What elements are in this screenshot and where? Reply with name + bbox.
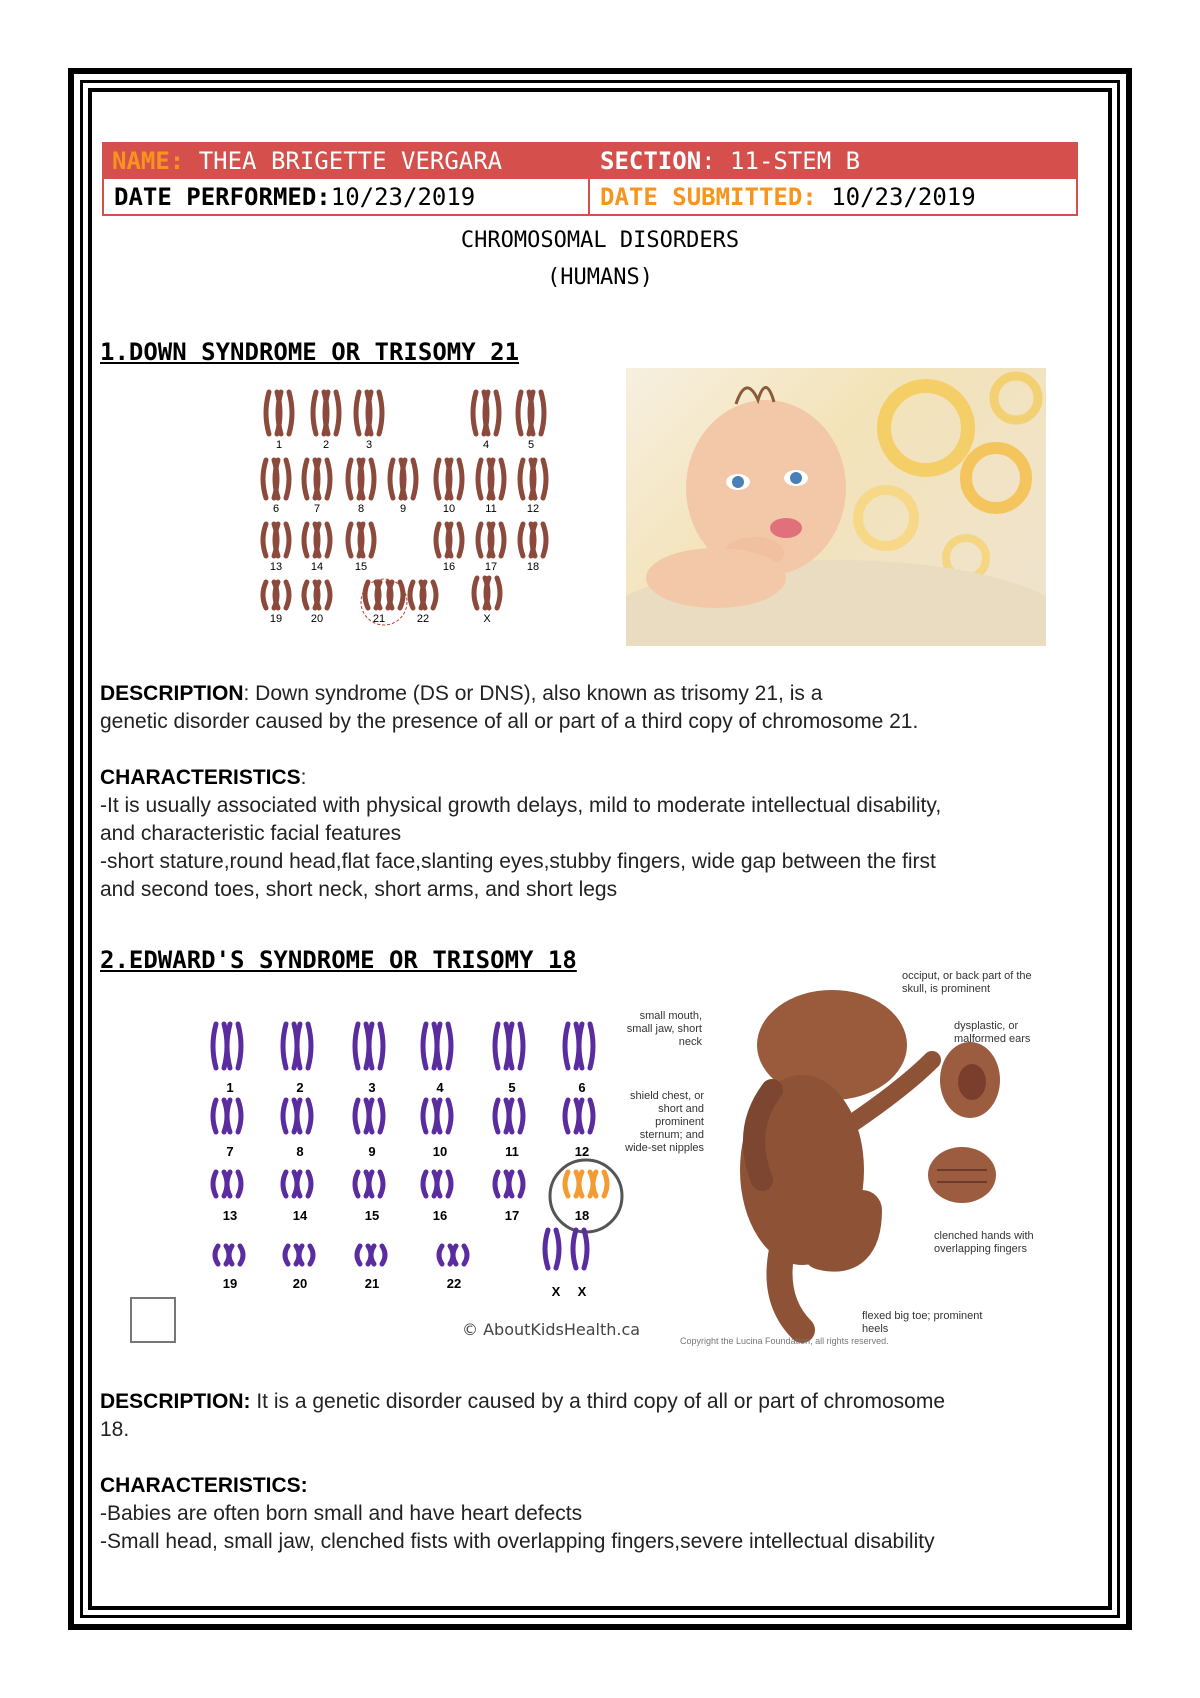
date-submitted-value: 10/23/2019	[816, 182, 976, 211]
header-row-2	[102, 179, 1078, 216]
karyotype-number-label: 16	[442, 561, 456, 573]
chromosome	[316, 460, 330, 498]
annotation-hands: clenched hands with overlapping fingers	[934, 1230, 1034, 1255]
chromosome	[579, 1024, 593, 1068]
description-label: DESCRIPTION:	[100, 1390, 251, 1413]
karyotype-number-label: 14	[292, 1208, 308, 1223]
edwards-syndrome-karyotype	[200, 1010, 650, 1330]
chromosome	[369, 1024, 383, 1068]
karyotype-number-label: 20	[292, 1276, 308, 1291]
chromosome	[437, 1172, 451, 1196]
chromosome	[573, 1230, 587, 1268]
karyotype-number-label: 6	[578, 1080, 586, 1095]
characteristics-colon: :	[300, 766, 307, 789]
empty-checkbox	[130, 1297, 176, 1343]
date-performed-cell	[102, 179, 590, 216]
karyotype-number-label: 10	[442, 503, 456, 515]
section-label: SECTION	[600, 146, 702, 175]
chromosome	[369, 1172, 383, 1196]
down-syndrome-baby-photo	[626, 368, 1046, 646]
karyotype-number-label: 22	[416, 613, 430, 625]
karyotype-number-label: 1	[226, 1080, 234, 1095]
chromosome	[437, 1024, 451, 1068]
chromosome	[369, 1100, 383, 1132]
karyotype-number-label: 14	[310, 561, 324, 573]
characteristics-line: -Small head, small jaw, clenched fists with overlapping fingers,severe intellectual disability	[100, 1530, 935, 1553]
section1-heading: 1.DOWN SYNDROME OR TRISOMY 21	[100, 338, 520, 366]
description-text: It is a genetic disorder caused by a third copy of all or part of chromosome	[250, 1390, 946, 1413]
chromosome	[509, 1024, 523, 1068]
karyotype-number-label: 10	[432, 1144, 448, 1159]
chromosome	[325, 392, 339, 434]
chromosome	[227, 1100, 241, 1132]
karyotype-number-label: 3	[368, 1080, 376, 1095]
annotation-toe: flexed big toe; prominent heels	[862, 1310, 983, 1335]
karyotype-number-label: 9	[368, 1144, 376, 1159]
header-row-1	[102, 142, 1078, 179]
section2-characteristics	[100, 1472, 1090, 1556]
description-text-line2: 18.	[100, 1418, 130, 1441]
chromosome	[437, 1100, 451, 1132]
chromosome	[297, 1100, 311, 1132]
karyotype-number-label: 8	[357, 503, 365, 515]
karyotype-number-label: 19	[269, 613, 283, 625]
chromosome	[299, 1246, 313, 1264]
karyotype-number-label: 18	[574, 1208, 590, 1223]
section2-description	[100, 1388, 1090, 1444]
karyotype-number-label: 2	[322, 439, 330, 451]
section1-description	[100, 680, 1090, 736]
chromosome	[532, 524, 546, 556]
karyotype-number-label: 20	[310, 613, 324, 625]
karyotype-number-label: 4	[482, 439, 490, 451]
section-value: : 11-STEM B	[701, 146, 861, 175]
chromosome	[486, 578, 500, 608]
karyotype-number-label: 7	[226, 1144, 234, 1159]
chromosome	[453, 1246, 467, 1264]
chromosome	[275, 460, 289, 498]
annotation-ears: dysplastic, or malformed ears	[954, 1020, 1031, 1045]
section2-heading: 2.EDWARD'S SYNDROME OR TRISOMY 18	[100, 946, 577, 974]
karyotype-number-label: 21	[364, 1276, 380, 1291]
karyotype-number-label: 21	[372, 613, 386, 625]
edwards-syndrome-baby-illustration	[625, 970, 1072, 1350]
chromosome	[229, 1246, 243, 1264]
karyotype-number-label: 12	[574, 1144, 590, 1159]
description-label: DESCRIPTION	[100, 682, 244, 705]
chromosome	[490, 524, 504, 556]
karyotype-number-label: 13	[222, 1208, 238, 1223]
description-text-line2: genetic disorder caused by the presence of all or part of a third copy of chromosome 21.	[100, 710, 919, 733]
karyotype-number-label: 9	[399, 503, 407, 515]
chromosome	[297, 1024, 311, 1068]
name-cell	[102, 142, 590, 179]
date-submitted-label: DATE SUBMITTED:	[600, 182, 817, 211]
karyotype-number-label: 3	[365, 439, 373, 451]
karyotype-number-label: 17	[504, 1208, 520, 1223]
karyotype-number-label: 15	[354, 561, 368, 573]
annotation-occiput: occiput, or back part of the skull, is prominent	[902, 970, 1032, 995]
chromosome	[530, 392, 544, 434]
karyotype-number-label: 13	[269, 561, 283, 573]
section-cell	[590, 142, 1078, 179]
annotation-copyright: Copyright the Lucina Foundation, all rights reserved.	[680, 1336, 889, 1346]
chromosome	[227, 1172, 241, 1196]
karyotype-number-label: X	[551, 1284, 561, 1299]
chromosome	[316, 524, 330, 556]
document-subtitle: (HUMANS)	[547, 265, 653, 290]
chromosome	[509, 1100, 523, 1132]
characteristics-line: and characteristic facial features	[100, 822, 402, 845]
characteristics-label: CHARACTERISTICS	[100, 766, 301, 789]
karyotype-number-label: 8	[296, 1144, 304, 1159]
chromosome	[297, 1172, 311, 1196]
karyotype-number-label: 17	[484, 561, 498, 573]
karyotype-number-label: 22	[446, 1276, 462, 1291]
characteristics-label: CHARACTERISTICS:	[100, 1474, 308, 1497]
chromosome	[278, 392, 292, 434]
chromosome	[371, 1246, 385, 1264]
chromosome	[422, 582, 436, 608]
chromosome	[227, 1024, 241, 1068]
chromosome	[532, 460, 546, 498]
date-performed-label: DATE PERFORMED:	[114, 182, 331, 211]
chromosome	[579, 1100, 593, 1132]
karyotype-number-label: 2	[296, 1080, 304, 1095]
chromosome	[275, 582, 289, 608]
name-label: NAME:	[112, 146, 185, 175]
document-title: CHROMOSOMAL DISORDERS	[460, 228, 740, 253]
karyotype-number-label: 4	[436, 1080, 444, 1095]
description-text: : Down syndrome (DS or DNS), also known as trisomy 21, is a	[243, 682, 823, 705]
down-syndrome-karyotype	[250, 382, 570, 642]
annotation-mouth: small mouth, small jaw, short neck	[626, 1010, 702, 1048]
chromosome	[485, 392, 499, 434]
chromosome	[490, 460, 504, 498]
chromosome	[545, 1230, 559, 1268]
karyotype-number-label: 6	[272, 503, 280, 515]
karyotype-number-label: 5	[508, 1080, 516, 1095]
karyotype-number-label: 16	[432, 1208, 448, 1223]
date-performed-value: 10/23/2019	[330, 182, 476, 211]
karyotype-number-label: 18	[526, 561, 540, 573]
chromosome	[275, 524, 289, 556]
characteristics-line: -It is usually associated with physical growth delays, mild to moderate intellectual disability,	[100, 794, 942, 817]
chromosome	[402, 460, 416, 498]
chromosome	[448, 524, 462, 556]
section1-characteristics	[100, 764, 1090, 904]
chromosome	[316, 582, 330, 608]
annotation-chest: shield chest, or short and prominent sternum; and wide-set nipples	[625, 1090, 704, 1154]
characteristics-line: -Babies are often born small and have heart defects	[100, 1502, 583, 1525]
karyotype-number-label: X	[483, 613, 491, 625]
karyotype-number-label: X	[577, 1284, 587, 1299]
chromosome	[360, 460, 374, 498]
image-credit: © AboutKidsHealth.ca	[462, 1320, 641, 1339]
chromosome	[360, 524, 374, 556]
karyotype-number-label: 5	[527, 439, 535, 451]
karyotype-number-label: 12	[526, 503, 540, 515]
karyotype-number-label: 1	[275, 439, 283, 451]
karyotype-number-label: 7	[313, 503, 321, 515]
date-submitted-cell	[590, 179, 1078, 216]
name-value: THEA BRIGETTE VERGARA	[184, 146, 503, 175]
characteristics-line: and second toes, short neck, short arms, and short legs	[100, 878, 618, 901]
karyotype-number-label: 19	[222, 1276, 238, 1291]
karyotype-number-label: 11	[485, 503, 497, 515]
karyotype-number-label: 15	[364, 1208, 380, 1223]
chromosome	[593, 1172, 607, 1196]
header-table	[102, 142, 1078, 216]
karyotype-number-label: 11	[505, 1144, 519, 1159]
characteristics-line: -short stature,round head,flat face,slanting eyes,stubby fingers, wide gap between the first	[100, 850, 936, 873]
chromosome	[509, 1172, 523, 1196]
chromosome	[368, 392, 382, 434]
chromosome	[448, 460, 462, 498]
